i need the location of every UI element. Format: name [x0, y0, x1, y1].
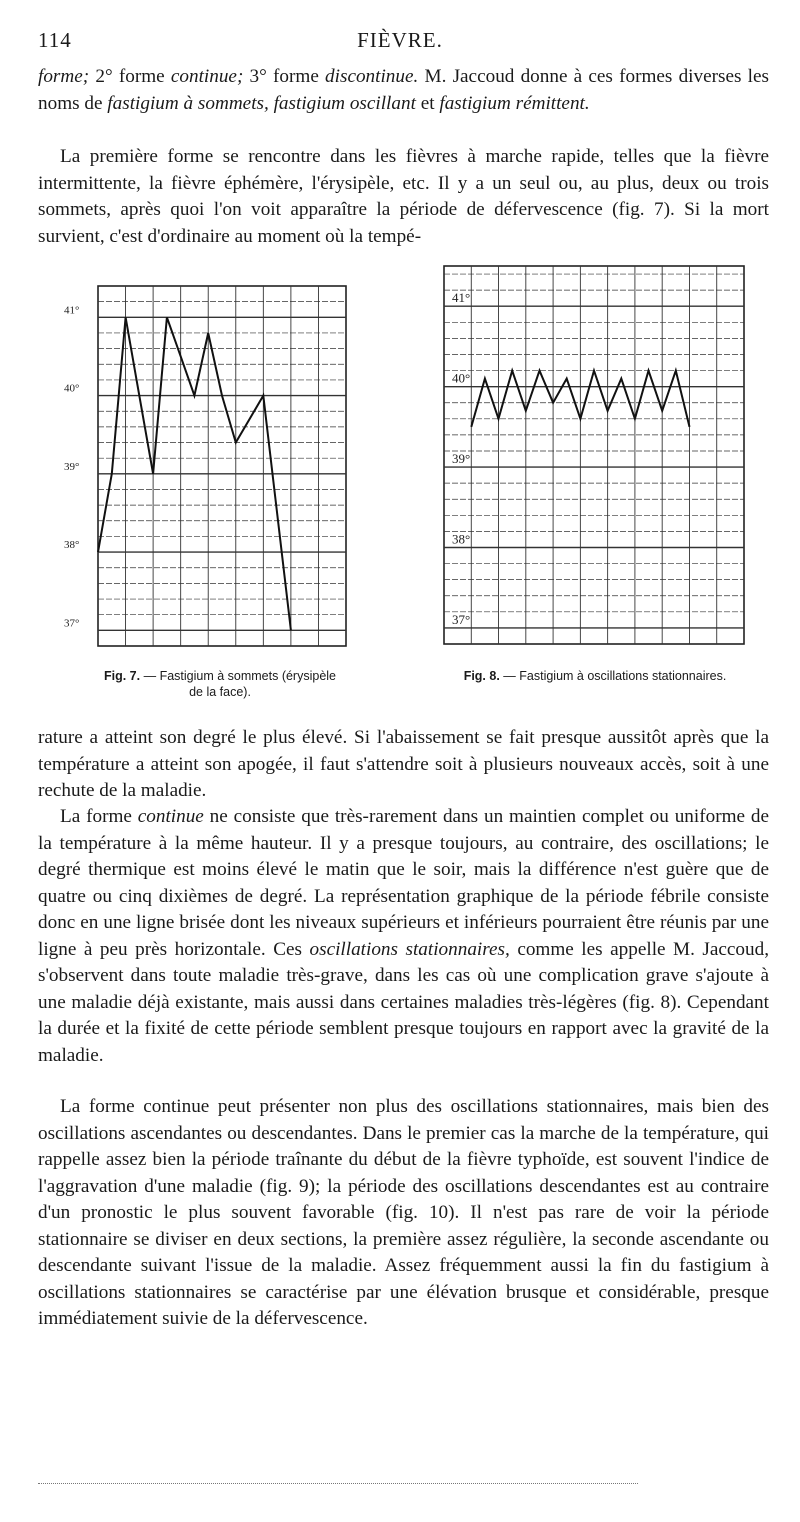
ytick-label: 40° — [452, 370, 471, 386]
ytick-label: 39° — [452, 451, 471, 467]
ytick-label: 41° — [452, 290, 471, 306]
italic-run: continue — [137, 806, 204, 827]
figure-8-chart — [440, 262, 760, 672]
text-run: La forme — [60, 806, 138, 827]
paragraph-5 — [38, 1094, 769, 1333]
italic-run: oscillations stationnaires, — [309, 938, 510, 960]
paragraph-2 — [38, 144, 769, 250]
italic-run: forme; — [38, 66, 96, 87]
text-run: M. Jaccoud donne à ces formes diverses les noms de — [38, 66, 769, 114]
text-run: comme les appelle M. Jaccoud, s'observent dans toute maladie très-grave, dans les cas où une complication grave s'ajoute à une maladie déjà existante, mais aussi dans certaines maladies très-légères (fig. 8). Cependant la durée et la fixité de cette période semblent presque toujours en rapport avec la gravité de la maladie. — [38, 938, 770, 1066]
italic-run: discontinue. — [325, 66, 425, 87]
paragraph-3 — [38, 725, 769, 805]
figure-7-caption — [100, 668, 340, 700]
text-run: ne consiste que très-rarement dans un maintien complet ou uniforme de la température à la même hauteur. Il y a presque toujours, au contraire, des oscillations; le degré thermique est moins élevé le matin que le soir, mais la différence n'est guère que de quatre ou cinq dixièmes de degré. La représentation graphique de la période fébrile consiste donc en une ligne brisée dont les niveaux supérieurs et inférieurs pourraient être réunis par une ligne à peu près horizontale. Ces — [38, 806, 769, 960]
text-run: 3° forme — [249, 66, 326, 87]
italic-run: fastigium rémittent. — [439, 92, 590, 114]
ytick-label: 41° — [64, 304, 80, 317]
ytick-label: 39° — [64, 460, 80, 473]
page-header — [38, 28, 762, 58]
chart-frame — [444, 266, 744, 644]
figure-8-caption-text: — Fastigium à oscillations stationnaires. — [503, 669, 727, 683]
ytick-label: 38° — [64, 539, 80, 552]
figure-8-caption — [450, 668, 740, 684]
figure-8-svg — [440, 262, 760, 672]
figure-7-svg — [60, 280, 360, 670]
figure-7-chart — [60, 280, 360, 670]
figure-7-caption-text: — Fastigium à sommets (érysipèle de la face). — [143, 669, 337, 699]
chart-frame — [98, 286, 346, 646]
paragraph-1 — [38, 64, 769, 117]
text-run: 2° forme — [95, 66, 171, 87]
figure-8-caption-label: Fig. 8. — [463, 669, 500, 683]
text-run: La première forme se rencontre dans les fièvres à marche rapide, telles que la fièvre intermittente, la fièvre éphémère, l'érysipèle, etc. Il y a un seul ou, au plus, deux ou trois sommets, après quoi l'on voit apparaître la période de défervescence (fig. 7). Si la mort survient, c'est d'ordinaire au moment où la tempé- — [38, 146, 769, 247]
ytick-label: 38° — [452, 531, 471, 547]
running-head: FIÈVRE. — [357, 28, 443, 52]
italic-run: fastigium à sommets, fastigium oscillant — [107, 92, 416, 114]
paragraph-4 — [38, 804, 769, 1069]
figure-7-caption-label: Fig. 7. — [103, 669, 141, 683]
text-run: rature a atteint son degré le plus élevé. Si l'abaissement se fait presque aussitôt après que la température a atteint son apogée, il faut s'attendre soit à plusieurs nouveaux accès, soit à une rechute de la maladie. — [38, 727, 769, 801]
text-run: et — [415, 92, 440, 114]
page-number: 114 — [38, 28, 72, 52]
italic-run: continue; — [170, 66, 250, 87]
footer-dotted-rule — [38, 1483, 638, 1484]
ytick-label: 40° — [64, 382, 80, 395]
ytick-label: 37° — [452, 611, 471, 627]
ytick-label: 37° — [64, 617, 80, 630]
text-run: La forme continue peut présenter non plus des oscillations stationnaires, mais bien des oscillations ascendantes ou descendantes. Dans le premier cas la marche de la température, qui rappelle assez bien la période traînante du début de la fièvre typhoïde, est souvent l'indice de l'aggravation d'une maladie (fig. 9); la période des oscillations descendantes est au contraire d'un pronostic le plus souvent favorable (fig. 10). Il n'est pas rare de voir la période stationnaire se diviser en deux sections, la première assez régulière, la seconde ascendante ou descendante suivant l'issue de la maladie. Assez fréquemment aussi la fin du fastigium à oscillations stationnaires se caractérise par une élévation brusque et considérable, presque immédiatement suivie de la défervescence. — [38, 1096, 769, 1329]
